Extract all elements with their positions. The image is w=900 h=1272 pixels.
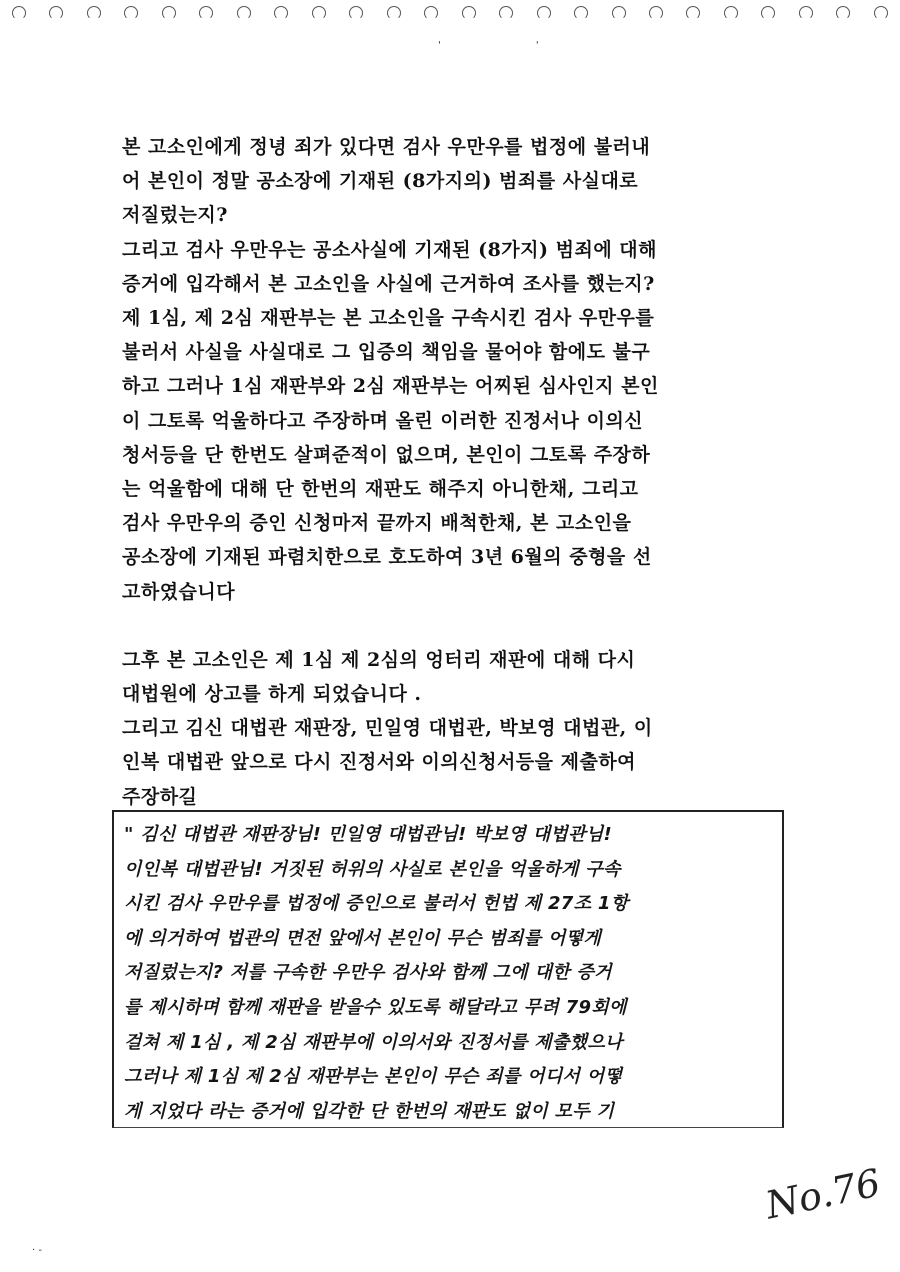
text-line: 고하였습니다 [122,580,236,603]
page-number: No.76 [761,1160,885,1228]
text-line: 인복 대법관 앞으로 다시 진정서와 이의신청서등을 제출하여 [122,751,637,774]
paragraph-gap [122,609,787,643]
quote-line: 이인복 대법관님! 거짓된 허위의 사실로 본인을 억울하게 구속 [124,858,621,880]
binder-hole-icon [574,6,588,20]
binder-hole-icon [499,6,513,20]
text-line: 그리고 검사 우만우는 공소사실에 기재된 (8가지) 범죄에 대해 [122,238,658,261]
text-line: 하고 그러나 1심 재판부와 2심 재판부는 어찌된 심사인지 본인 [122,375,659,398]
text-line: 검사 우만우의 증인 신청마저 끝까지 배척한채, 본 고소인을 [122,512,632,535]
binder-hole-icon [199,6,213,20]
text-line: 이 그토록 억울하다고 주장하며 올린 이러한 진정서나 이의신 [122,409,644,432]
quote-line: 게 지었다 라는 증거에 입각한 단 한번의 재판도 없이 모두 기 [124,1100,615,1122]
binder-hole-icon [612,6,626,20]
quote-line: " 김신 대법관 재판장님! 민일영 대법관님! 박보영 대법관님! [124,824,612,845]
text-line: 그리고 김신 대법관 재판장, 민일영 대법관, 박보영 대법관, 이 [122,717,653,740]
scan-specks: ' ' [438,40,585,51]
binder-hole-icon [537,6,551,20]
text-line: 제 1심, 제 2심 재판부는 본 고소인을 구속시킨 검사 우만우를 [122,307,655,330]
binder-hole-icon [874,6,888,20]
quote-line: 에 의거하여 법관의 면전 앞에서 본인이 무슨 범죄를 어떻게 [124,927,602,949]
text-line: 청서등을 단 한번도 살펴준적이 없으며, 본인이 그토록 주장하 [122,443,651,466]
binder-hole-icon [49,6,63,20]
binder-hole-icon [799,6,813,20]
binder-hole-icon [87,6,101,20]
binder-hole-icon [761,6,775,20]
text-line: 그후 본 고소인은 제 1심 제 2심의 엉터리 재판에 대해 다시 [122,648,636,671]
quote-line: 를 제시하며 함께 재판을 받을수 있도록 해달라고 무려 79회에 [124,996,627,1018]
quote-line: 저질렀는지? 저를 구속한 우만우 검사와 함께 그에 대한 증거 [124,962,612,984]
binder-hole-icon [836,6,850,20]
binder-hole-icon [724,6,738,20]
text-line: 저질렀는지? [122,204,228,227]
binder-hole-icon [686,6,700,20]
text-line: 본 고소인에게 정녕 죄가 있다면 검사 우만우를 법정에 불러내 [122,136,651,158]
paragraph-2 [122,643,787,814]
text-line: 공소장에 기재된 파렴치한으로 호도하여 3년 6월의 중형을 선 [122,546,652,569]
binder-hole-icon [312,6,326,20]
quote-line: 걸쳐 제 1심 , 제 2심 재판부에 이의서와 진정서를 제출했으나 [124,1031,623,1053]
text-line: 대법원에 상고를 하게 되었습니다 . [122,683,422,706]
binder-hole-icon [162,6,176,20]
binder-hole-icon [12,6,26,20]
handwritten-quote-box [112,810,784,1128]
text-line: 는 억울함에 대해 단 한번의 재판도 해주지 아니한채, 그리고 [122,478,639,501]
paragraph-1 [122,130,787,609]
binder-hole-icon [237,6,251,20]
binder-hole-icon [274,6,288,20]
binder-holes [12,6,888,28]
binder-hole-icon [424,6,438,20]
document-body [122,130,787,814]
quote-line: 그러나 제 1심 제 2심 재판부는 본인이 무슨 죄를 어디서 어떻 [124,1066,623,1088]
binder-hole-icon [124,6,138,20]
scan-speck: · - [32,1245,42,1256]
text-line: 증거에 입각해서 본 고소인을 사실에 근거하여 조사를 했는지? [122,272,655,295]
text-line: 불러서 사실을 사실대로 그 입증의 책임을 물어야 함에도 불구 [122,341,651,364]
text-line: 주장하길 [122,785,198,808]
binder-hole-icon [387,6,401,20]
quote-line: 시킨 검사 우만우를 법정에 증인으로 불러서 헌법 제 27조 1항 [124,893,629,915]
binder-hole-icon [462,6,476,20]
text-line: 어 본인이 정말 공소장에 기재된 (8가지의) 범죄를 사실대로 [122,170,639,193]
binder-hole-icon [349,6,363,20]
binder-hole-icon [649,6,663,20]
